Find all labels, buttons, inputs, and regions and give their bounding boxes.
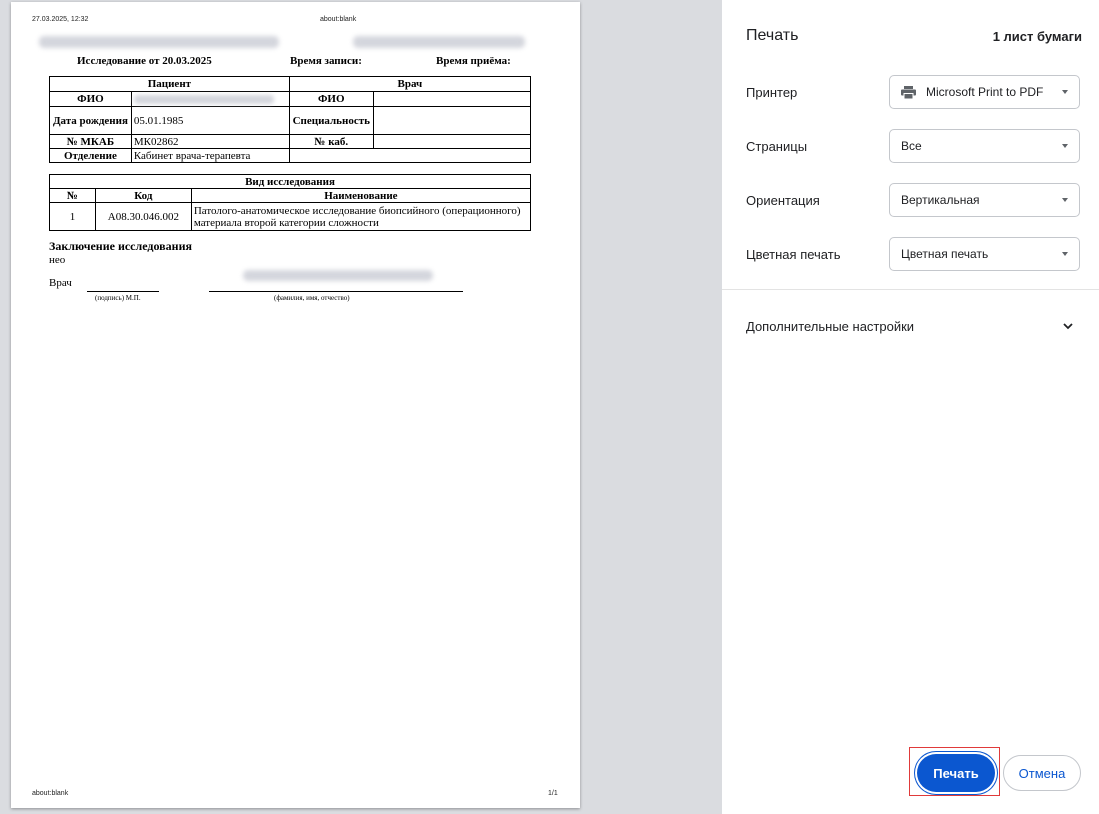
dropdown-arrow-icon: [1062, 144, 1068, 148]
divider: [722, 289, 1099, 290]
color-select[interactable]: [889, 237, 1080, 271]
col-name: Наименование: [191, 189, 530, 203]
specialty-value: [373, 107, 530, 135]
study-title: Исследование от 20.03.2025: [77, 55, 212, 67]
room-value: [373, 135, 530, 149]
dropdown-arrow-icon: [1062, 198, 1068, 202]
doctor-fio-label: ФИО: [289, 92, 373, 107]
reception-time-label: Время приёма:: [436, 55, 511, 67]
preview-page: [11, 2, 580, 808]
color-label: Цветная печать: [746, 247, 841, 262]
pages-select[interactable]: [889, 129, 1080, 163]
dropdown-arrow-icon: [1062, 90, 1068, 94]
orientation-select[interactable]: [889, 183, 1080, 217]
printer-value: Microsoft Print to PDF: [926, 85, 1044, 99]
redacted-doctor-name: [243, 270, 433, 281]
record-time-label: Время записи:: [290, 55, 362, 67]
patient-fio-label: ФИО: [50, 92, 132, 107]
printer-label: Принтер: [746, 85, 798, 100]
mkab-value: МК02862: [131, 135, 289, 149]
study-type-table: [49, 174, 531, 231]
birthdate-label: Дата рождения: [50, 107, 132, 135]
panel-title: Печать: [746, 27, 799, 44]
patient-header: Пациент: [50, 77, 290, 92]
patient-doctor-table: [49, 76, 531, 163]
table-row: [50, 203, 531, 231]
footer-url: about:blank: [32, 790, 69, 797]
printer-icon: [901, 86, 916, 99]
conclusion-title: Заключение исследования: [49, 239, 192, 253]
row-name: Патолого-анатомическое исследование биопсийного (операционного) материала второй категории сложности: [191, 203, 530, 231]
row-num: 1: [50, 203, 96, 231]
doctor-fio-value: [373, 92, 530, 107]
name-caption: (фамилия, имя, отчество): [274, 294, 350, 302]
dropdown-arrow-icon: [1062, 252, 1068, 256]
department-label: Отделение: [50, 149, 132, 163]
name-line: [209, 291, 463, 292]
header-datetime: 27.03.2025, 12:32: [32, 16, 89, 23]
color-value: Цветная печать: [901, 247, 989, 261]
advanced-settings-toggle[interactable]: Дополнительные настройки: [746, 319, 915, 334]
redacted-address: [353, 36, 525, 48]
redacted-organization: [39, 36, 279, 48]
orientation-label: Ориентация: [746, 193, 820, 208]
department-value: Кабинет врача-терапевта: [131, 149, 289, 163]
sheet-count: 1 лист бумаги: [992, 29, 1082, 44]
doctor-header: Врач: [289, 77, 530, 92]
conclusion-text: нео: [49, 254, 66, 266]
sign-caption: (подпись) М.П.: [95, 294, 141, 302]
header-url: about:blank: [320, 16, 357, 23]
print-button[interactable]: Печать: [917, 754, 995, 792]
col-num: №: [50, 189, 96, 203]
row-code: A08.30.046.002: [95, 203, 191, 231]
doctor-sign-label: Врач: [49, 277, 72, 289]
print-settings-panel: [722, 0, 1099, 814]
study-type-header: Вид исследования: [50, 175, 531, 189]
department-empty: [289, 149, 530, 163]
pages-value: Все: [901, 139, 922, 153]
col-code: Код: [95, 189, 191, 203]
mkab-label: № МКАБ: [50, 135, 132, 149]
signature-line: [87, 291, 159, 292]
printer-select[interactable]: [889, 75, 1080, 109]
orientation-value: Вертикальная: [901, 193, 980, 207]
birthdate-value: 05.01.1985: [131, 107, 289, 135]
cancel-button[interactable]: Отмена: [1003, 755, 1081, 791]
pages-label: Страницы: [746, 139, 808, 154]
room-label: № каб.: [289, 135, 373, 149]
specialty-label: Специальность: [289, 107, 373, 135]
patient-fio-value: [131, 92, 289, 107]
footer-page: 1/1: [548, 790, 558, 797]
chevron-down-icon[interactable]: [1062, 319, 1074, 337]
